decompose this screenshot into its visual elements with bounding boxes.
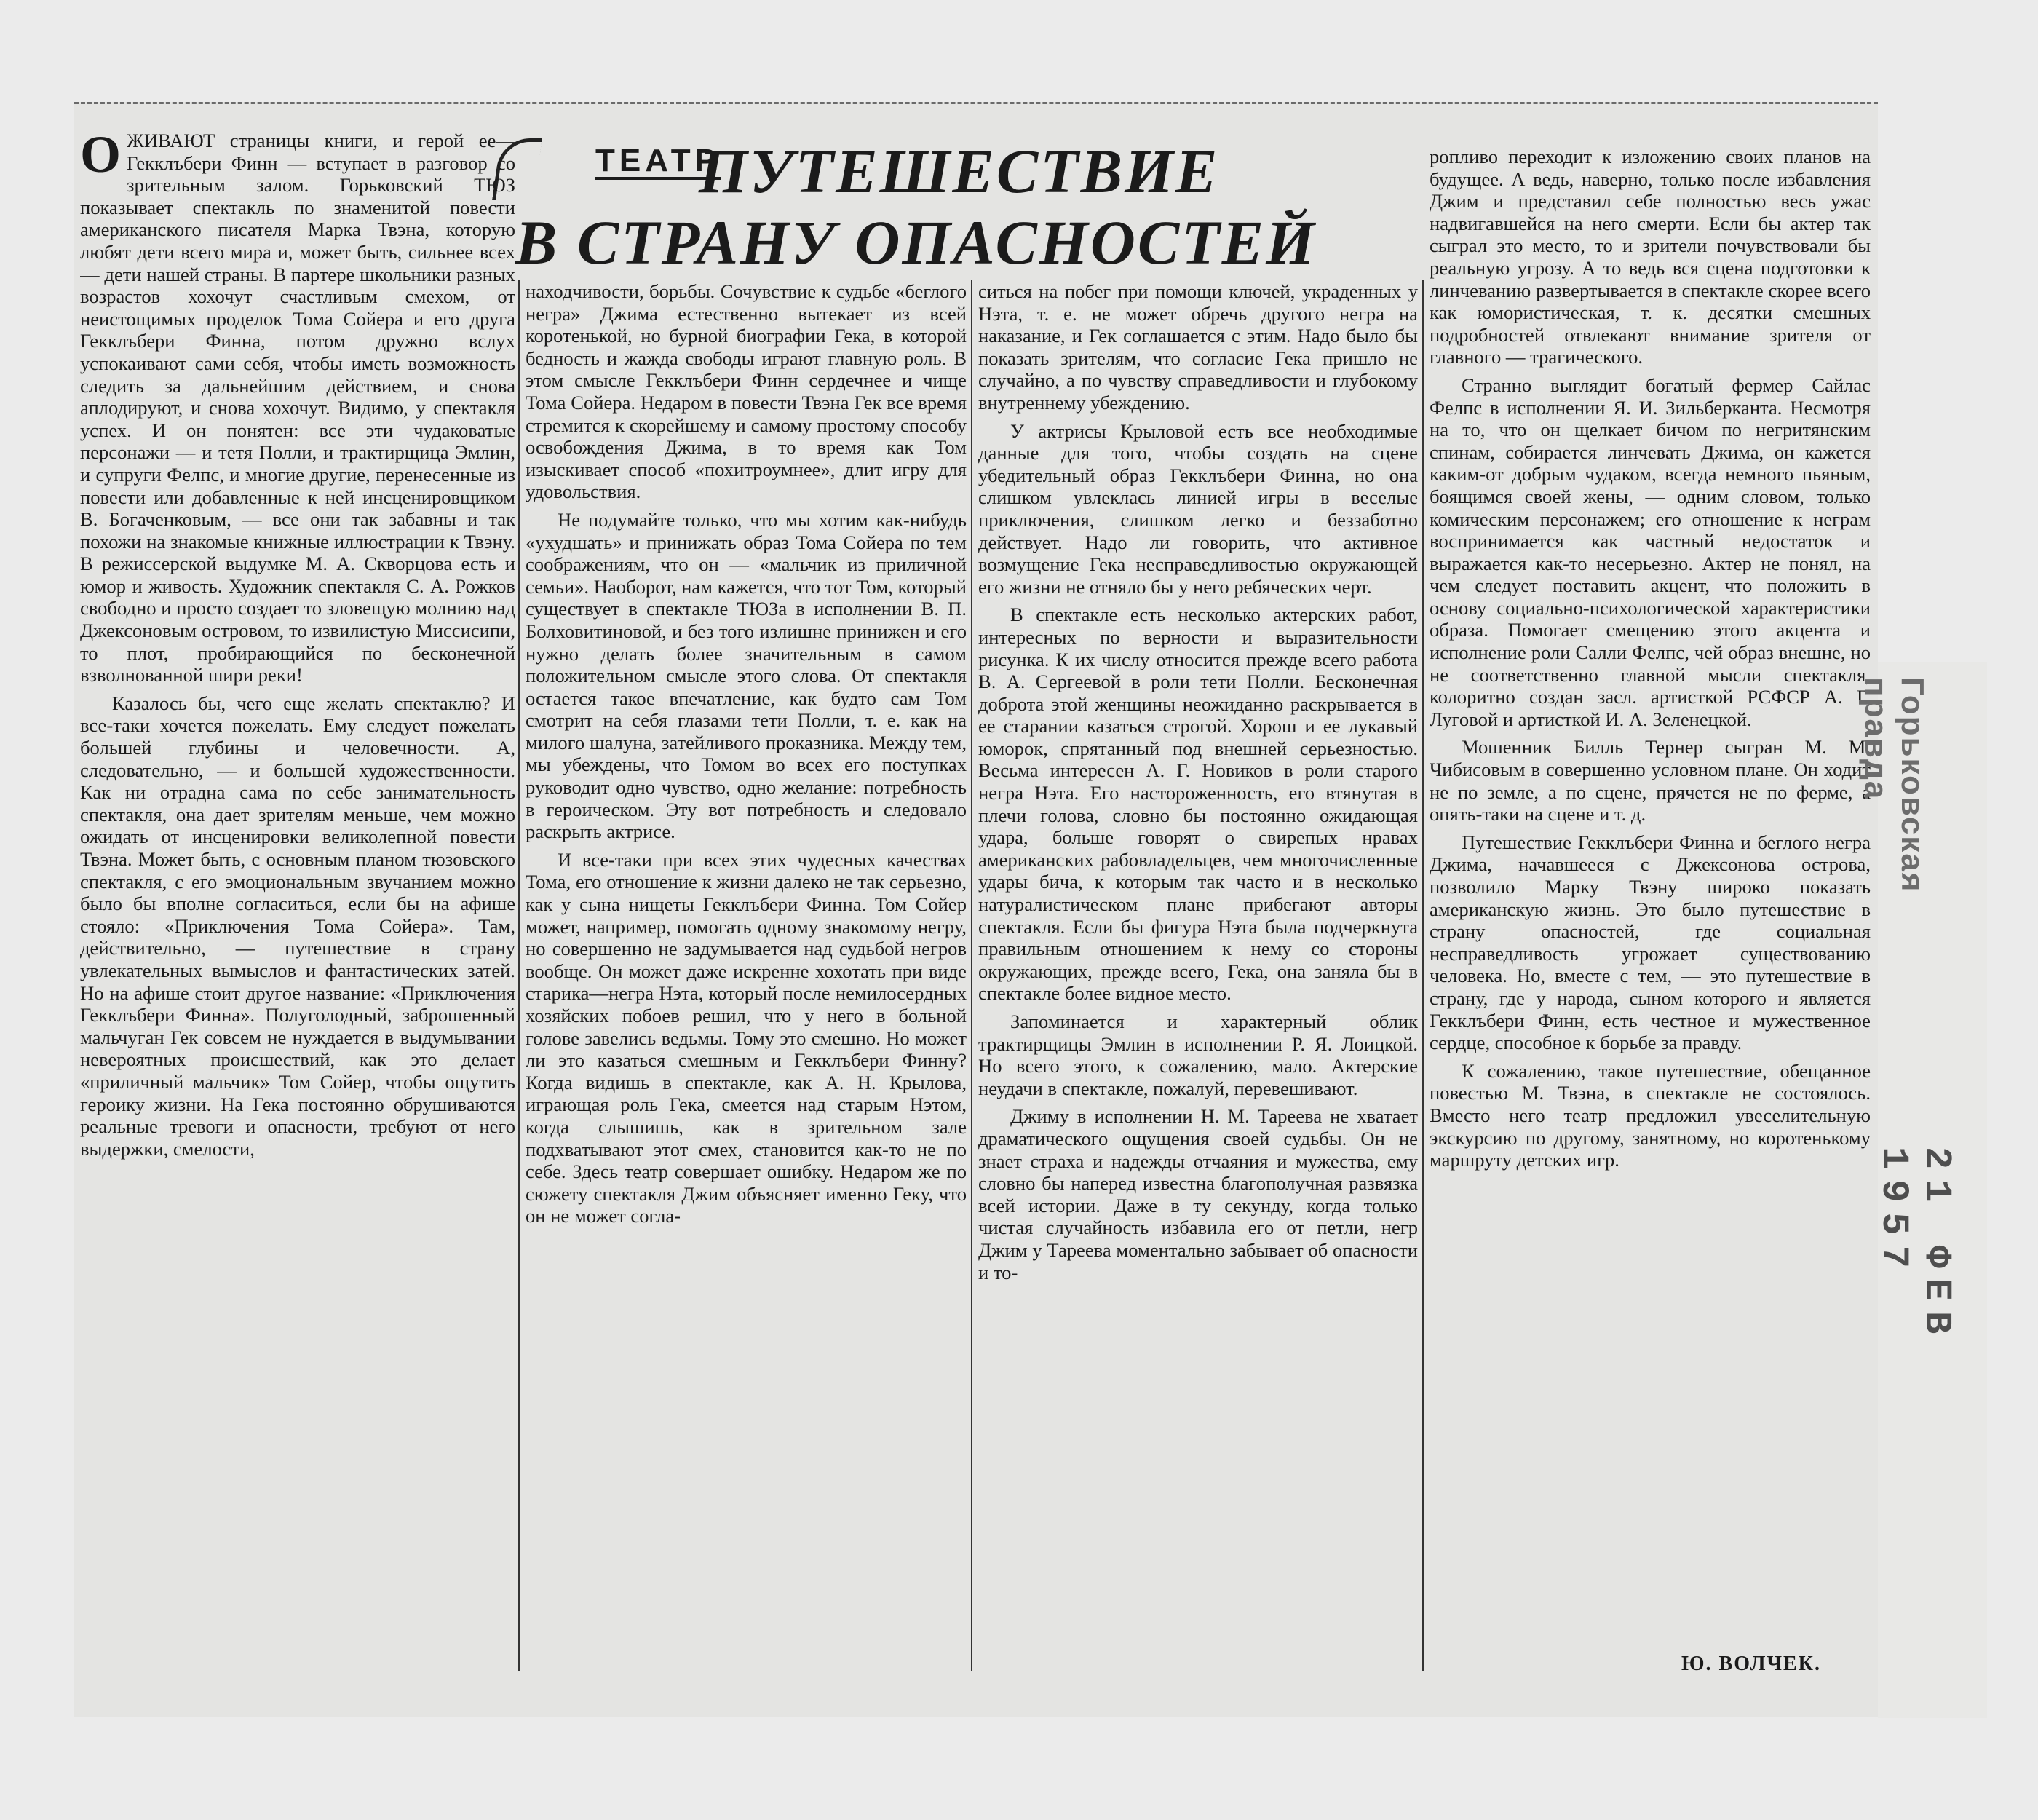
article-column-2 — [526, 280, 967, 1667]
paragraph: ропливо переходит к изложению своих планов на будущее. А ведь, наверно, только после избавления Джим и представил себе полностью весь ужас надвигавшейся на него смерти. Если бы актер так сыграл это место, то и зрители почувствовали бы реальную угрозу. А то ведь вся сцена подготовки к линчеванию развертывается в спектакле скорее всего как юмористическая, т. к. десятки смешных подробностей отвлекают внимание зрителя от главного — трагического. — [1430, 146, 1871, 368]
paragraph: К сожалению, такое путешествие, обещанное повестью М. Твэна, в спектакле не состоялось. Вместо него театр предложил увеселительную экскурсию по другому, занятному, но коротенькому маршруту детских игр. — [1430, 1059, 1871, 1171]
paragraph: находчивости, борьбы. Сочувствие к судьбе «беглого негра» Джима естественно вытекает из всей коротенькой, но бурной биографии Гека, в которой бедность и жажда свободы играют главную роль. В этом смысле Гекклъбери Финн сердечнее и чище Тома Сойера. Недаром в повести Твэна Гек все время стремится к скорейшему и самому простому способу освобождения Джима, в то время как Том изыскивает способ «похитроумнее», длит игру для удовольствия. — [526, 280, 967, 503]
paragraph-text: ЖИВАЮТ страницы книги, и герой ее—Гекклъбери Финн — вступает в разговор со зрительным залом. Горьковский ТЮЗ показывает спектакль по знаменитой повести американского писателя Марка Твэна, которую любят дети всего мира и, может быть, сильнее всех — дети нашей страны. В партере школьники разных возрастов хохочут счастливым смехом, от неистощимых проделок Тома Сойера и его друга Гекклъбери Финна, потом дружно вслух успокаивают сами себя, чтобы иметь возможность следить за дальнейшим действием, и снова аплодируют, и снова хохочут. Видимо, у спектакля успех. И он понятен: все эти чудаковатые персонажи — и тетя Полли, и трактирщица Эмлин, и супруги Фелпс, и многие другие, перенесенные из повести или добавленные к ней инсценировщиком В. Богаченковым, — все они так забавны и так похожи на знакомые книжные иллюстрации к Твэну. В режиссерской выдумке М. А. Скворцова есть и юмор и живость. Художник спектакля С. А. Рожков свободно и просто создает то зловещую молнию над Джексоновым островом, то извилистую Миссисипи, то плот, пробирающийся по бесконечной взволнованной шири реки! — [80, 130, 515, 687]
paragraph: ситься на побег при помощи ключей, украденных у Нэта, т. е. не может обречь другого негра на наказание, и Гек соглашается с этим. Надо было бы показать зрителям, что согласие Гека пришло не случайно, а по чувству справедливости и глубокому внутреннему убеждению. — [978, 280, 1418, 414]
paragraph: Мошенник Билль Тернер сыгран М. М. Чибисовым в совершенно условном плане. Он ходит не по земле, а по сцене, прячется не по ферме, а опять-таки на сцене и т. д. — [1430, 736, 1871, 826]
headline-line-2: В СТРАНУ ОПАСНОСТЕЙ — [515, 207, 1317, 277]
date-stamp: 21 ФЕВ 1957 — [1872, 1147, 1958, 1345]
paragraph: Казалось бы, чего еще желать спектаклю? И все-таки хочется пожелать. Ему следует пожелать большей глубины и человечности. А, следовательно, — и большей художественности. Как ни отрадна сама по себе занимательность спектакля, она дает зрителям меньше, чем можно ожидать от инсценировки великолепной повести Твэна. Может быть, с основным планом тюзовского спектакля, с его эмоциональным звучанием можно было бы вполне согласиться, если бы на афише стояло: «Приключения Тома Сойера». Там, действительно, — путешествие в страну увлекательных вымыслов и фантастических затей. Но на афише стоит другое название: «Приключения Гекклъбери Финна». Полуголодный, заброшенный мальчуган Гек совсем не нуждается в выдумывании невероятных происшествий, как это делает «приличный мальчик» Том Сойер, чтобы ощутить героику жизни. На Гека постоянно обрушиваются реальные тревоги и опасности, требуют от него выдержки, смелости, — [80, 692, 515, 1160]
paragraph: Странно выглядит богатый фермер Сайлас Фелпс в исполнении Я. И. Зильберканта. Несмотря на то, что он щелкает бичом по негритянским спинам, собирается линчевать Джима, он кажется каким-от добрым чудаком, всегда немного пьяным, боящимся своей жены, — одним словом, только комическим персонажем; его отношение к неграм воспринимается как частный недостаток и выражается как-то несерьезно. Актер не понял, на чем следует поставить акцент, что положить в основу социально-психологической характеристики образа. Помогает смещению этого акцента и исполнение роли Салли Фелпс, чей образ внешне, но не соответственно главной мысли спектакля, колоритно создан засл. артисткой РСФСР А. Г. Луговой и артисткой И. А. Зеленецкой. — [1430, 373, 1871, 730]
paragraph: Не подумайте только, что мы хотим как-нибудь «ухудшать» и принижать образ Тома Сойера по тем соображениям, что он — «мальчик из приличной семьи». Наоборот, нам кажется, что тот Том, который существует в спектакле ТЮЗа в исполнении В. П. Болховитиновой, и без того излишне принижен и его нужно делать более значительным в самом положительном смысле этого слова. От спектакля остается такое впечатление, как будто сам Том смотрит на себя глазами тети Полли, т. е. как на милого шалуна, затейливого проказника. Между тем, мы убеждены, что Томом во всех его поступках руководит одно чувство, одно желание: потребность в героическом. Эту вот потребность и следовало раскрыть актрисе. — [526, 508, 967, 843]
paragraph: Путешествие Гекклъбери Финна и беглого негра Джима, начавшееся с Джексонова острова, позволило Марку Твэну широко показать американскую жизнь. Это было путешествие в страну опасностей, где социальная несправедливость угрожает существованию человека. Но, вместе с тем, — это путешествие в страну, где у народа, сыном которого и является Гекклъбери Финн, есть честное и мужественное сердце, способное к борьбе за правду. — [1430, 831, 1871, 1054]
column-rule — [518, 280, 520, 1671]
drop-cap: О — [80, 130, 122, 183]
article-column-4 — [1430, 146, 1871, 1645]
paragraph: В спектакле есть несколько актерских работ, интересных по верности и выразительности рисунка. К их числу относится прежде всего работа В. А. Сергеевой в роли тети Полли. Бесконечная доброта этой женщины неожиданно раскрывается в ее старании казаться строгой. Хорош и ее лукавый юморок, спрятанный под внешней серьезностью. Весьма интересен А. Г. Новиков в роли старого негра Нэта. Его настороженность, его втянутая в плечи голова, словно бы постоянно ожидающая удара, больше говорят о свирепых нравах американских рабовладельцев, чем многочисленные удары бича, к которым так часто и в несколько натуралистическом плане прибегают авторы спектакля. Если бы фигура Нэта была подчеркнута правильным отношением к нему со стороны окружающих, прежде всего, Гека, она заняла бы в спектакле более видное место. — [978, 604, 1418, 1005]
paragraph — [80, 130, 515, 687]
newspaper-name-stamp: Горьковская правда — [1858, 677, 1930, 893]
column-rule — [1422, 280, 1424, 1671]
column-rule — [971, 280, 972, 1671]
paragraph: У актрисы Крыловой есть все необходимые данные для того, чтобы создать на сцене убедительный образ Гекклъбери Финна, но она слишком увлеклась линией игры в веселые приключения, слишком легко и беззаботно действует. Надо ли говорить, что активное возмущение Гека несправедливостью окружающей его жизни не отняло бы у него ребяческих черт. — [978, 419, 1418, 598]
author-signature: Ю. ВОЛЧЕК. — [1681, 1653, 1821, 1675]
paragraph: И все-таки при всех этих чудесных качествах Тома, его отношение к жизни далеко не так серьезно, как у сына нищеты Гекклъбери Финна. Том Сойер может, например, помогать одному знакомому негру, но совершенно не задумывается над судьбой негров вообще. Он может даже искренне хохотать при виде старика—негра Нэта, который после немилосердных хозяйских побоев решил, что у него в больной голове завелись ведьмы. Тому это смешно. Но может ли это казаться смешным и Гекклъбери Финну? Когда видишь в спектакле, как А. Н. Крылова, играющая роль Гека, смеется над старым Нэтом, когда слышишь, как в зрительном зале подхватывают этот смех, становится как-то не по себе. Здесь театр совершает ошибку. Недаром же по сюжету спектакля Джим объясняет именно Геку, что он не может согла- — [526, 848, 967, 1227]
section-rubric: ТЕАТР — [595, 143, 721, 178]
article-column-1 — [80, 130, 515, 1667]
paragraph: Джиму в исполнении Н. М. Тареева не хватает драматического ощущения своей судьбы. Он не знает страха и надежды отчаяния и мужества, ему словно бы наперед известна благополучная развязка всей истории. Даже в ту секунду, когда только чистая случайность избавила его от петли, негр Джим у Тареева моментально забывает об опасности и то- — [978, 1105, 1418, 1283]
paragraph: Запоминается и характерный облик трактирщицы Эмлин в исполнении Р. Я. Лоицкой. Но всего этого, к сожалению, мало. Актерские неудачи в спектакле, пожалуй, перевешивают. — [978, 1010, 1418, 1099]
article-headline — [510, 135, 1485, 278]
headline-line-1: ПУТЕШЕСТВИЕ — [699, 136, 1220, 206]
article-column-3 — [978, 280, 1418, 1667]
